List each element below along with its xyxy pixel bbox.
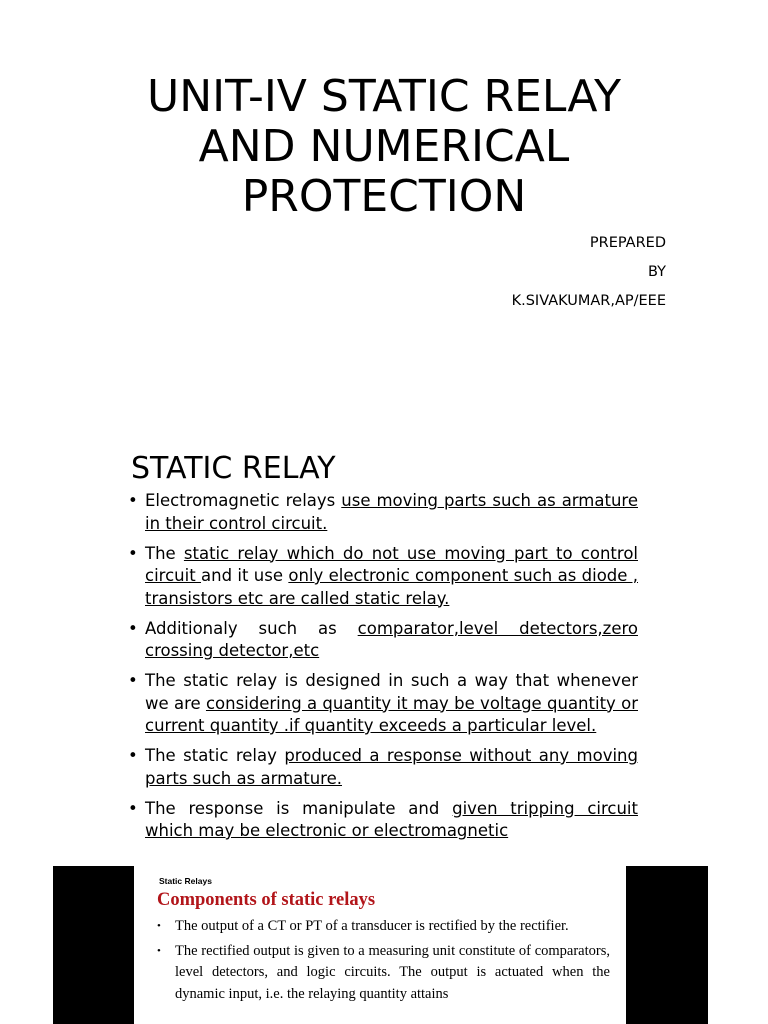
bullet-text: Additionaly such as — [145, 618, 358, 638]
excerpt-bullet-text: The output of a CT or PT of a transducer is rectified by the rectifier. — [175, 918, 569, 934]
section-heading: STATIC RELAY — [131, 451, 336, 486]
bullet-text: and it use — [201, 566, 289, 585]
bullet-text: The — [145, 543, 184, 563]
bullet-item — [128, 490, 638, 535]
underlined-text: static relay which do not use moving part to control circuit — [145, 543, 638, 585]
excerpt-bullet-list — [154, 916, 610, 1008]
title-line-1: UNIT-IV STATIC RELAY — [147, 71, 621, 122]
underlined-text: only electronic component such as diode , transistors etc are called static relay. — [145, 566, 639, 608]
bullet-text: The static relay is designed in such a way that whenever we are — [145, 671, 638, 713]
bullet-dot-icon: • — [128, 491, 138, 510]
underlined-text: given tripping circuit which may be electronic or electromagnetic — [145, 798, 638, 840]
byline-line-2: BY — [647, 264, 666, 280]
bullet-text: The response is manipulate and — [145, 798, 453, 818]
bullet-text: The static relay — [145, 746, 285, 765]
embedded-textbook-image — [53, 866, 708, 1024]
byline-line-1: PREPARED — [589, 235, 666, 251]
underlined-text: produced a response without any moving parts such as armature. — [145, 746, 638, 788]
bullet-item — [128, 745, 638, 790]
underlined-text: comparator,level detectors,zero crossing detector,etc — [145, 618, 638, 660]
bullet-text: Electromagnetic relays — [145, 491, 342, 510]
byline-line-3: K.SIVAKUMAR,AP/EEE — [511, 293, 666, 309]
title-line-2: AND NUMERICAL — [198, 121, 570, 172]
excerpt-bullet-item — [154, 916, 610, 938]
bullet-dot-icon: • — [128, 671, 138, 690]
slide-title — [100, 72, 668, 222]
bullet-dot-icon: • — [128, 618, 138, 638]
textbook-page — [134, 866, 626, 1024]
bullet-dot-icon: • — [128, 798, 138, 818]
excerpt-heading: Components of static relays — [157, 890, 376, 910]
bullet-dot-icon: • — [157, 920, 161, 932]
excerpt-bullet-text: The rectified output is given to a measuring unit constitute of comparators, level detectors, and logic circuits. The output is actuated when the dynamic input, i.e. the relaying quantity attains — [175, 942, 610, 1002]
bullet-item — [128, 670, 638, 738]
title-line-3: PROTECTION — [241, 171, 527, 222]
bullet-item — [128, 618, 638, 663]
running-header: Static Relays — [159, 876, 212, 886]
bullet-dot-icon: • — [157, 944, 161, 957]
underlined-text: use moving parts such as armature in their control circuit. — [145, 491, 638, 533]
bullet-item — [128, 798, 638, 843]
underlined-text: considering a quantity it may be voltage quantity or current quantity .if quantity exceeds a particular level. — [145, 693, 638, 735]
author-byline — [512, 229, 666, 316]
bullet-list — [128, 490, 638, 850]
bullet-dot-icon: • — [128, 746, 138, 765]
excerpt-bullet-item — [154, 941, 610, 1006]
bullet-item — [128, 543, 638, 611]
bullet-dot-icon: • — [128, 543, 138, 563]
